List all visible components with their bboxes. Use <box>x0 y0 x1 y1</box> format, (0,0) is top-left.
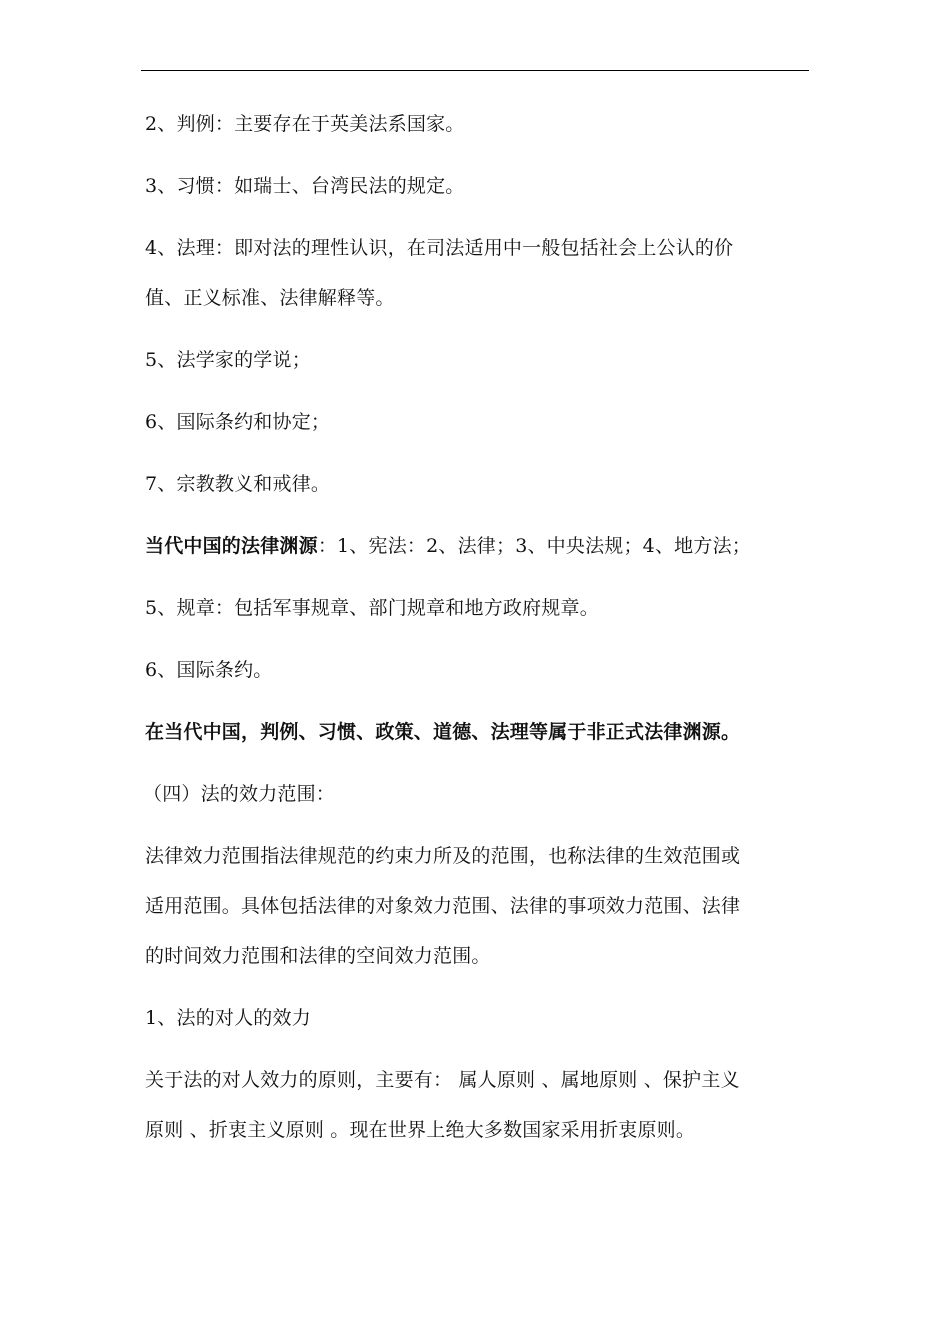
text-line-scholars: 5、法学家的学说； <box>145 349 311 371</box>
text-line-religion: 7、宗教教义和戒律。 <box>145 473 331 495</box>
text-line-jurisprudence-cont: 值、正义标准、法律解释等。 <box>145 287 395 309</box>
principles-paragraph-line-2: 原则 、折衷主义原则 。现在世界上绝大多数国家采用折衷原则。 <box>145 1119 696 1141</box>
section-heading: （四）法的效力范围： <box>143 783 336 805</box>
contemporary-sources-heading: 当代中国的法律渊源 <box>145 535 318 557</box>
text-line-jurisprudence: 4、法理：即对法的理性认识，在司法适用中一般包括社会上公认的价 <box>145 237 734 259</box>
text-line-case-law: 2、判例：主要存在于英美法系国家。 <box>145 113 465 135</box>
text-line-custom: 3、习惯：如瑞士、台湾民法的规定。 <box>145 175 465 197</box>
subheading-personal-effect: 1、法的对人的效力 <box>145 1007 311 1029</box>
scope-paragraph-line-1: 法律效力范围指法律规范的约束力所及的范围，也称法律的生效范围或 <box>145 845 741 867</box>
principles-paragraph-line-1: 关于法的对人效力的原则，主要有： 属人原则 、属地原则 、保护主义 <box>145 1069 740 1091</box>
text-line-regulations: 5、规章：包括军事规章、部门规章和地方政府规章。 <box>145 597 599 619</box>
scope-paragraph-line-3: 的时间效力范围和法律的空间效力范围。 <box>145 945 491 967</box>
header-rule <box>141 70 809 71</box>
text-line-treaties: 6、国际条约和协定； <box>145 411 331 433</box>
scope-paragraph-line-2: 适用范围。具体包括法律的对象效力范围、法律的事项效力范围、法律 <box>145 895 741 917</box>
contemporary-sources-line <box>145 534 751 558</box>
informal-sources-note: 在当代中国，判例、习惯、政策、道德、法理等属于非正式法律渊源。 <box>145 721 741 743</box>
contemporary-sources-text: ：1、宪法：2、法律；3、中央法规；4、地方法； <box>317 535 751 557</box>
text-line-intl-treaties: 6、国际条约。 <box>145 659 273 681</box>
